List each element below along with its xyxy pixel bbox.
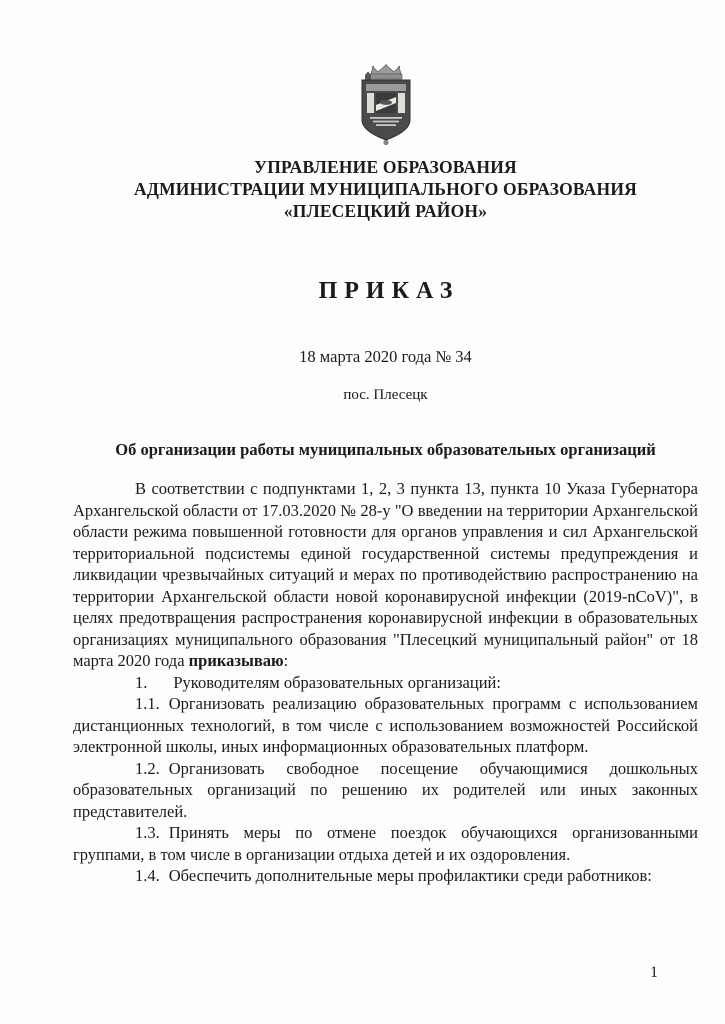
item-number: 1.2. [135, 758, 160, 778]
org-header-line-2: АДМИНИСТРАЦИИ МУНИЦИПАЛЬНОГО ОБРАЗОВАНИЯ [134, 179, 637, 199]
org-header-line-3: «ПЛЕСЕЦКИЙ РАЙОН» [283, 201, 488, 221]
intro-text-tail: : [283, 651, 289, 670]
order-item-1-4 [73, 865, 698, 887]
item-text: Организовать свободное посещение обучающимися дошкольных образовательных организаций по решению их родителей или иных законных представителей. [73, 758, 698, 821]
document-title: ПРИКАЗ [318, 278, 460, 304]
intro-text: В соответствии с подпунктами 1, 2, 3 пункта 13, пункта 10 Указа Губернатора Архангельской области от 17.03.2020 № 28-у "О введении на территории Архангельской области режима повышенной готовности для органов управления и сил Архангельской территориальной подсистемы единой государственной системы предупреждения и ликвидации чрезвычайных ситуаций и мерах по противодействию распространению на территории Архангельской области новой коронавирусной инфекции (2019-nCoV)", в целях предотвращения распространения коронавирусной инфекции в образовательных организациях муниципального образования "Плесецкий муниципальный район" от 18 марта 2020 года [73, 479, 698, 670]
intro-paragraph [73, 478, 698, 672]
organization-header [73, 156, 698, 222]
order-item-1-2 [73, 758, 698, 823]
document-place: пос. Плесецк [343, 387, 428, 403]
document-date-and-number: 18 марта 2020 года № 34 [299, 347, 472, 366]
item-text: Руководителям образовательных организаций: [173, 672, 501, 692]
item-text: Организовать реализацию образовательных программ с использованием дистанционных технологий, в том числе с использованием возможностей Российской электронной школы, иных информационных образовательных платформ. [73, 694, 698, 756]
coat-of-arms-icon [356, 64, 416, 148]
emblem-container [73, 64, 698, 148]
item-number: 1. [135, 672, 148, 692]
order-item-1-1 [73, 693, 698, 758]
order-item-1 [73, 672, 698, 694]
document-body [73, 478, 698, 887]
page-number: 1 [650, 964, 658, 981]
item-number: 1.1. [135, 694, 160, 713]
order-item-1-3 [73, 822, 698, 865]
item-number: 1.4. [135, 866, 160, 885]
item-text: Обеспечить дополнительные меры профилактики среди работников: [168, 866, 652, 885]
item-number: 1.3. [135, 823, 160, 842]
org-header-line-1: УПРАВЛЕНИЕ ОБРАЗОВАНИЯ [254, 157, 517, 177]
order-verb: приказываю [188, 651, 284, 670]
document-content [73, 0, 698, 887]
document-subject: Об организации работы муниципальных образовательных организаций [115, 440, 656, 459]
item-text: Принять меры по отмене поездок обучающихся организованными группами, в том числе в организации отдыха детей и их оздоровления. [73, 823, 698, 864]
